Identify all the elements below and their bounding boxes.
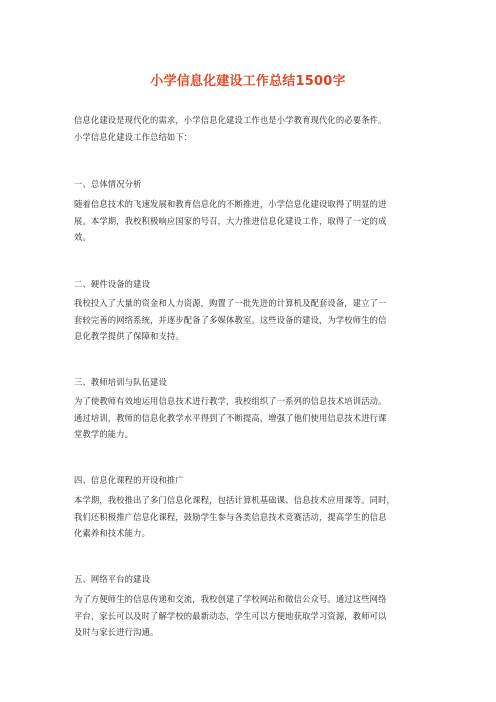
paragraph-line: 堂教学的能力。 (74, 429, 134, 440)
section-paragraph-1 (74, 196, 432, 246)
intro-line: 小学信息化建设工作总结如下： (74, 131, 193, 142)
section-heading-3: 三、教师培训与队伍建设 (74, 377, 167, 387)
paragraph-line: 本学期，我校推出了多门信息化课程，包括计算机基础课、信息技术应用课等。同时， (74, 495, 395, 505)
paragraph-line: 效。 (74, 232, 91, 243)
paragraph-line: 我们还积极推广信息化课程，鼓励学生参与各类信息技术竞赛活动，提高学生的信息 (74, 511, 387, 522)
document-title: 小学信息化建设工作总结1500字 (150, 74, 346, 89)
section-heading-1: 一、总体情况分析 (74, 179, 142, 189)
paragraph-line: 息化教学提供了保障和支持。 (74, 331, 184, 342)
section-paragraph-5 (74, 591, 432, 641)
paragraph-line: 随着信息技术的飞速发展和教育信息化的不断推进，小学信息化建设取得了明显的进 (74, 199, 387, 209)
section-heading-2: 二、硬件设备的建设 (74, 279, 151, 289)
paragraph-line: 及时与家长进行沟通。 (74, 627, 159, 638)
paragraph-line: 套较完善的网络系统，并逐步配备了多媒体教室。这些设备的建设，为学校师生的信 (74, 314, 387, 325)
intro-line: 信息化建设是现代化的需求，小学信息化建设工作也是小学教育现代化的必要条件。 (74, 115, 387, 125)
section-heading-4: 四、信息化课程的开设和推广 (74, 475, 184, 485)
section-paragraph-2 (74, 295, 432, 345)
section-heading-5: 五、网络平台的建设 (74, 574, 151, 584)
paragraph-line: 通过培训，教师的信息化教学水平得到了不断提高，增强了他们使用信息技术进行课 (74, 412, 387, 423)
paragraph-line: 为了使教师有效地运用信息技术进行教学，我校组织了一系列的信息技术培训活动。 (74, 396, 387, 406)
paragraph-line: 平台，家长可以及时了解学校的最新动态，学生可以方便地获取学习资源，教师可以 (74, 610, 387, 621)
paragraph-line: 为了方便师生的信息传递和交流，我校创建了学校网站和微信公众号。通过这些网络 (74, 594, 387, 604)
section-paragraph-4 (74, 492, 432, 542)
paragraph-line: 我校投入了大量的资金和人力资源，购置了一批先进的计算机及配套设备，建立了一 (74, 298, 387, 308)
paragraph-line: 展。本学期，我校积极响应国家的号召，大力推进信息化建设工作，取得了一定的成 (74, 215, 387, 226)
intro-paragraph (74, 112, 432, 145)
paragraph-line: 化素养和技术能力。 (74, 528, 151, 539)
section-paragraph-3 (74, 393, 432, 443)
